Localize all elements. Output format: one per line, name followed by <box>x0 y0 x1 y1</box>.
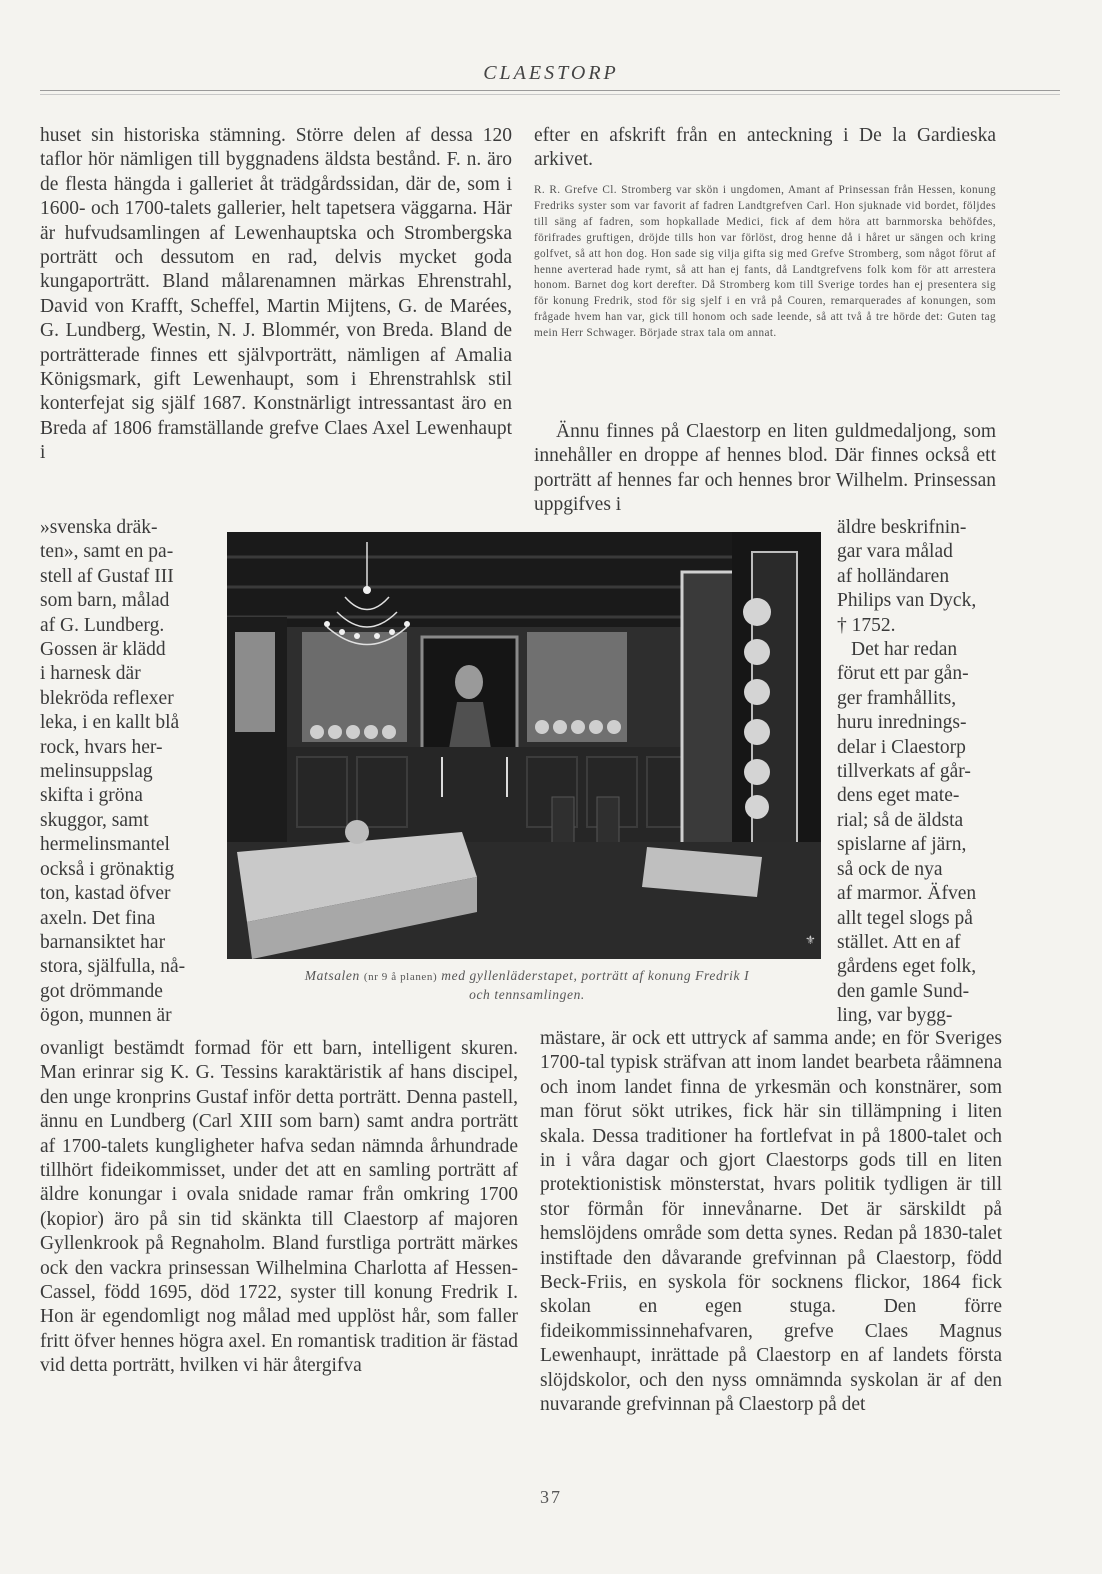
right-wrap-line: gårdens eget folk, <box>837 956 977 978</box>
left-column-bottom-text <box>40 1037 518 1379</box>
right-bottom-paragraph: mästare, är ock ett uttryck af samma ande; en för Sveriges 1700-tal typisk sträfvan att inom landet bearbeta råämnena och inom landet finna de yrkesmän och konstnärer, som man förut sökt utrikes, fick här sin tillämpning i liten skala. Dessa traditioner ha fortlefvat in på 1800-talet och in i våra dagar och gjort Claestorps gods till en liten protektionistisk mönsterstat, hvars politik tydligen är till stor förmån för innevånarne. Det är särskildt på hemslöjdens område som detta synes. Redan på 1830-talet instiftade den dåvarande grefvinnan på Claestorp, född Beck-Friis, en syskola för socknens flickor, 1864 fick skolan en egen stuga. Den förre fideikommissinnehafvaren, grefve Claes Magnus Lewenhaupt, inrättade på Claestorp en af landets första slöjdskolor, och den nyss omnämnda syskolan är af den nuvarande grefvinnan på Claestorp på det <box>540 1028 1002 1416</box>
right-wrap-line: delar i Claestorp <box>837 736 966 758</box>
left-wrap-line: också i grönaktig <box>40 858 175 880</box>
svg-text:⚜: ⚜ <box>805 933 816 947</box>
header-rule <box>40 90 1060 91</box>
right-wrap-line: af holländaren <box>837 565 950 587</box>
right-wrap-line: ger framhållits, <box>837 687 957 709</box>
left-wrap-line: i harnesk där <box>40 663 141 685</box>
running-title: CLAESTORP <box>483 62 619 84</box>
left-wrap-line: melinsuppslag <box>40 761 153 783</box>
left-wrap-line: blekröda reflexer <box>40 687 174 709</box>
header-rule-thin <box>40 94 1060 95</box>
left-wrap-line: stell af Gustaf III <box>40 565 174 587</box>
right-wrap-line: gar vara målad <box>837 541 953 563</box>
left-bottom-paragraph: ovanligt bestämdt formad för ett barn, intelligent skuren. Man erinrar sig K. G. Tessins karaktäristik af hans discipel, den unge kronprins Gustaf inför detta porträtt. Denna pastell, ännu en Lundberg (Carl XIII som barn) samt andra porträtt af 1700-talets kungligheter hafva sedan nämnda århundrade tillhört fideikommisset, under det att en samling porträtt af äldre konungar i ovala snidade ramar från omkring 1700 (kopior) äro på sin tid skänkta till Claestorp af majoren Gyllenkrook på Regnaholm. Bland furstliga porträtt märkes ock den vackra prinsessan Wilhelmina Charlotta af Hessen-Cassel, född 1695, död 1722, syster till konung Fredrik I. Hon är egendomligt nog målad med upplöst hår, som faller fritt öfver hennes högra axel. En romantisk tradition är fästad vid detta porträtt, hvilken vi här återgifva <box>40 1038 518 1377</box>
right-column-mid-text <box>534 420 996 518</box>
right-wrap-line: Det har redan <box>851 639 958 661</box>
left-top-paragraph: huset sin historiska stämning. Större delen af dessa 120 taflor hör nämligen till byggnadens äldsta bestånd. F. n. äro de flesta hängda i galleriet åt trädgårdssidan, där de, som i 1600- och 1700-talets gallerier, helt tapetsera väggarna. Här är hufvudsamlingen af Lewenhauptska och Strombergska porträtt och dessutom en rad, delvis mycket goda kungaporträtt. Bland målarenamnen märkas Ehrenstrahl, David von Krafft, Scheffel, Martin Mijtens, G. de Marées, G. Lundberg, Westin, N. J. Blommér, von Breda. Bland de porträtterade finnes ett självporträtt, nämligen af Amalia Königsmark, gift Lewenhaupt, som i Ehrenstrahlsk stil konterfejat sig själf 1687. Konstnärligt intressantast äro en Breda af 1806 framställande grefve Claes Axel Lewenhaupt i <box>40 125 512 464</box>
right-wrap-line: tillverkats af går- <box>837 761 971 783</box>
left-wrap-line: ton, kastad öfver <box>40 883 171 905</box>
right-wrap-line: förut ett par gån- <box>837 663 969 685</box>
photo-caption <box>227 967 827 1004</box>
left-wrap-line: leka, i en kallt blå <box>40 712 180 734</box>
left-wrap-line: hermelinsmantel <box>40 834 170 856</box>
dining-room-photo <box>227 532 821 959</box>
left-wrap-line: skuggor, samt <box>40 809 149 831</box>
right-wrap-line: ling, var bygg- <box>837 1005 953 1027</box>
left-wrap-line: »svenska dräk- <box>40 517 158 538</box>
right-column-bottom-text <box>540 1027 1002 1418</box>
right-wrap-line: äldre beskrifnin- <box>837 517 967 538</box>
right-wrap-line: spislarne af järn, <box>837 834 967 856</box>
right-wrap-line: † 1752. <box>837 614 896 636</box>
left-wrap-line: ögon, munnen är <box>40 1005 172 1027</box>
right-top-paragraph: efter en afskrift från en anteckning i De la Gardieska arkivet. <box>534 125 996 171</box>
left-column-top-text <box>40 124 512 466</box>
footnote-block <box>534 183 996 342</box>
left-wrap-line: barnansiktet har <box>40 931 166 953</box>
right-wrap-line: stället. Att en af <box>837 931 961 953</box>
left-wrap-line: Gossen är klädd <box>40 639 166 661</box>
right-wrap-line: rial; så de äldsta <box>837 809 964 831</box>
right-column-top-text <box>534 124 996 173</box>
left-wrap-line: axeln. Det fina <box>40 907 156 929</box>
caption-description-cont: och tennsamlingen. <box>469 987 585 1002</box>
footnote-text: R. R. Grefve Cl. Stromberg var skön i ungdomen, Amant af Prinsessan från Hessen, konung Fredriks syster som var favorit af fadren Landtgrefven Carl. Hon sjuknade vid bordet, följdes till säng af fadren, som hopkallade Medici, fick af dem höra att barnmorska behöfdes, förifrades gruftigen, dröjde tills hon var förlöst, drog henne då i håret ur sängen och kring golfvet, så att hon dog. Hon sade sig vilja gifta sig med Grefve Stromberg, som något förut af henne averterad hade rymt, så att han ej fants, då Landtgrefvens folk kom för att arrestera honom. Barnet dog kort derefter. Då Stromberg kom till Sverige tordes han ej presentera sig för konung Fredrik, stod för sig sjelf i en vrå på Couren, remarquerades af konungen, som frågade hvem han var, gick till honom och sade leende, så att två å tre hörde det: Guten tag mein Herr Schwager. Började strax tala om annat. <box>534 184 996 340</box>
left-wrap-line: skifta i gröna <box>40 785 143 807</box>
right-wrap-line: Philips van Dyck, <box>837 590 977 612</box>
caption-description: med gyllenläderstapet, porträtt af konung Fredrik I <box>441 968 750 983</box>
right-wrap-line: allt tegel slogs på <box>837 907 973 929</box>
left-wrap-line: af G. Lundberg. <box>40 614 165 636</box>
right-wrap-line: huru inrednings- <box>837 712 967 734</box>
right-wrap-line: den gamle Sund- <box>837 980 970 1002</box>
left-wrap-line: som barn, målad <box>40 590 170 612</box>
left-wrap-line: got drömmande <box>40 980 163 1002</box>
left-column-wrap-text <box>40 516 212 1029</box>
left-wrap-line: stora, själfulla, nå- <box>40 956 186 978</box>
left-wrap-line: rock, hvars her- <box>40 736 163 758</box>
caption-title: Matsalen <box>304 968 360 983</box>
right-wrap-line: dens eget mate- <box>837 785 960 807</box>
left-wrap-line: ten», samt en pa- <box>40 541 174 563</box>
caption-plan-ref: (nr 9 å planen) <box>363 971 438 983</box>
right-wrap-line: af marmor. Äfven <box>837 883 977 905</box>
page-number: 37 <box>540 1487 562 1507</box>
right-wrap-line: så ock de nya <box>837 858 943 880</box>
right-column-wrap-text <box>837 516 999 1029</box>
right-mid-paragraph: Ännu finnes på Claestorp en liten guldmedaljong, som innehåller en droppe af hennes blod. Där finnes också ett porträtt af hennes far och hennes bror Wilhelm. Prinsessan uppgifves i <box>534 421 996 516</box>
